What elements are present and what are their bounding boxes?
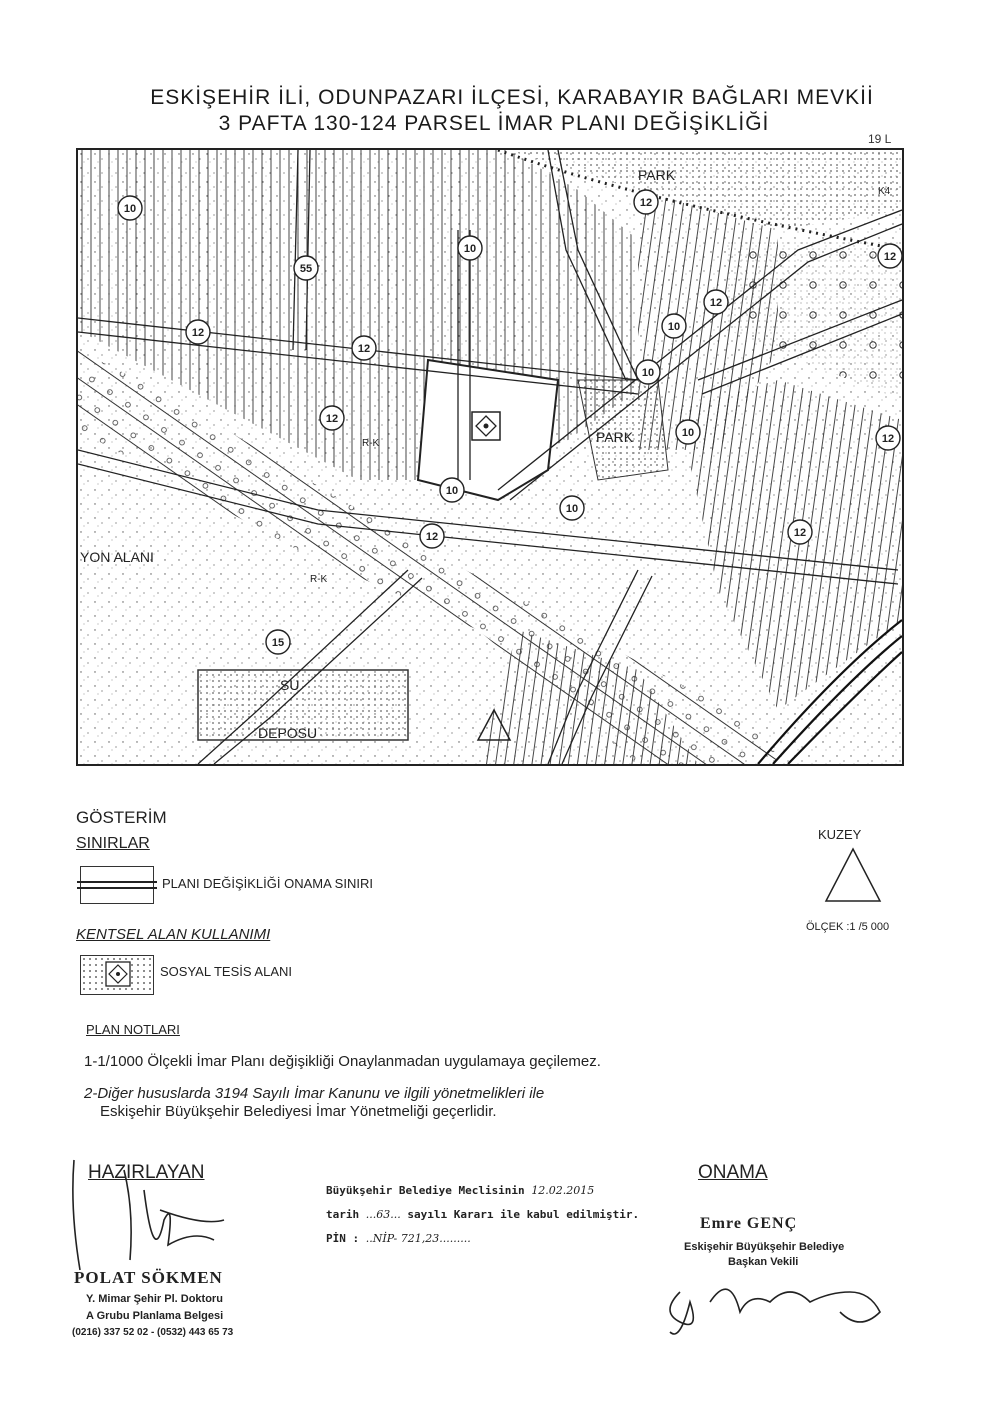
road-width-marker: [186, 320, 210, 344]
road-width-value: 15: [271, 637, 285, 649]
road-width-value: 10: [641, 367, 655, 379]
preparer-title: Y. Mimar Şehir Pl. Doktoru: [86, 1293, 223, 1305]
preparer-name: POLAT SÖKMEN: [74, 1268, 223, 1287]
council-pin-label: PİN :: [326, 1232, 366, 1245]
prepared-by-title: HAZIRLAYAN: [88, 1162, 205, 1183]
social-facility-legend-label: SOSYAL TESİS ALANI: [160, 964, 292, 979]
legend-title: GÖSTERİM: [76, 808, 167, 827]
plan-note-2-line2: Eskişehir Büyükşehir Belediyesi İmar Yönetmeliği geçerlidir.: [100, 1103, 497, 1120]
road-width-marker: [294, 256, 318, 280]
sheet-code: 19 L: [868, 132, 892, 146]
road-width-value: 12: [709, 297, 723, 309]
road-width-marker: [458, 236, 482, 260]
road-width-marker: [118, 196, 142, 220]
road-width-value: 55: [299, 263, 313, 275]
rk-label-2: R-K: [310, 574, 328, 585]
zoning-map: [76, 148, 904, 766]
road-width-marker: [788, 520, 812, 544]
plan-note-2-line1: 2-Diğer hususlarda 3194 Sayılı İmar Kanunu ve ilgili yönetmelikleri ile: [84, 1085, 545, 1102]
yon-alani-label: YON ALANI: [80, 549, 154, 565]
road-width-marker: [634, 190, 658, 214]
preparer-phone: (0216) 337 52 02 - (0532) 443 65 73: [72, 1327, 234, 1338]
su-label: SU: [280, 677, 300, 693]
boundary-line-symbol: [80, 866, 154, 904]
approval-title: ONAMA: [698, 1162, 768, 1183]
north-arrow-icon: [823, 846, 883, 904]
road-width-value: 10: [123, 203, 137, 215]
approver-signature: [650, 1262, 890, 1342]
council-line2-text: tarih: [326, 1208, 366, 1221]
park-label-north: PARK: [638, 167, 676, 183]
council-date: 12.02.2015: [531, 1184, 595, 1197]
road-width-value: 10: [565, 503, 579, 515]
road-width-marker: [352, 336, 376, 360]
north-label: KUZEY: [818, 827, 862, 842]
road-width-value: 10: [463, 243, 477, 255]
road-width-marker: [662, 314, 686, 338]
road-width-value: 12: [793, 527, 807, 539]
council-pin-value: ..NİP- 721,23.........: [365, 1232, 471, 1245]
road-width-value: 12: [357, 343, 371, 355]
plan-notes-title: PLAN NOTLARI: [86, 1022, 180, 1037]
council-decision-line2: [326, 1208, 639, 1221]
road-width-value: 10: [667, 321, 681, 333]
road-width-marker: [878, 244, 902, 268]
road-width-value: 10: [681, 427, 695, 439]
plan-title-line2: 3 PAFTA 130-124 PARSEL İMAR PLANI DEĞİŞİKLİĞİ: [218, 112, 770, 135]
road-width-value: 12: [881, 433, 895, 445]
road-width-value: 10: [445, 485, 459, 497]
council-line1-text: Büyükşehir Belediye Meclisinin: [326, 1184, 532, 1197]
road-width-marker: [266, 630, 290, 654]
road-width-marker: [440, 478, 464, 502]
road-width-value: 12: [425, 531, 439, 543]
road-width-value: 12: [325, 413, 339, 425]
rk-label-1: R-K: [362, 438, 380, 449]
preparer-signature: [64, 1150, 244, 1280]
social-facility-legend-symbol: [80, 955, 154, 995]
k4-label: K4: [878, 186, 891, 197]
road-width-marker: [636, 360, 660, 384]
road-width-marker: [876, 426, 900, 450]
road-width-marker: [420, 524, 444, 548]
road-width-marker: [560, 496, 584, 520]
deposu-label: DEPOSU: [258, 725, 318, 741]
road-width-value: 12: [883, 251, 897, 263]
park-label-center: PARK: [596, 429, 634, 445]
council-decision-line1: [326, 1184, 594, 1197]
approver-title: Başkan Vekili: [728, 1256, 799, 1268]
scale-label: ÖLÇEK :1 /5 000: [806, 921, 890, 933]
road-width-value: 12: [639, 197, 653, 209]
road-width-marker: [676, 420, 700, 444]
plan-title-line1: ESKİŞEHİR İLİ, ODUNPAZARI İLÇESİ, KARABAYIR BAĞLARI MEVKİİ: [150, 86, 874, 109]
council-decision-number: ...63...: [365, 1208, 401, 1221]
road-width-marker: [704, 290, 728, 314]
council-decision-line3: [326, 1232, 471, 1245]
road-width-marker: [320, 406, 344, 430]
legend-section-landuse: KENTSEL ALAN KULLANIMI: [76, 926, 271, 943]
legend-section-limits: SINIRLAR: [76, 835, 150, 852]
approver-institution: Eskişehir Büyükşehir Belediye: [684, 1241, 845, 1253]
boundary-line-label: PLANI DEĞİŞİKLİĞİ ONAMA SINIRI: [162, 876, 373, 891]
council-line2-suffix: sayılı Kararı ile kabul edilmiştir.: [400, 1208, 640, 1221]
approver-name: Emre GENÇ: [700, 1215, 798, 1232]
preparer-certificate: A Grubu Planlama Belgesi: [86, 1310, 224, 1322]
plan-note-1: 1-1/1000 Ölçekli İmar Planı değişikliği Onaylanmadan uygulamaya geçilemez.: [84, 1053, 601, 1070]
road-width-value: 12: [191, 327, 205, 339]
